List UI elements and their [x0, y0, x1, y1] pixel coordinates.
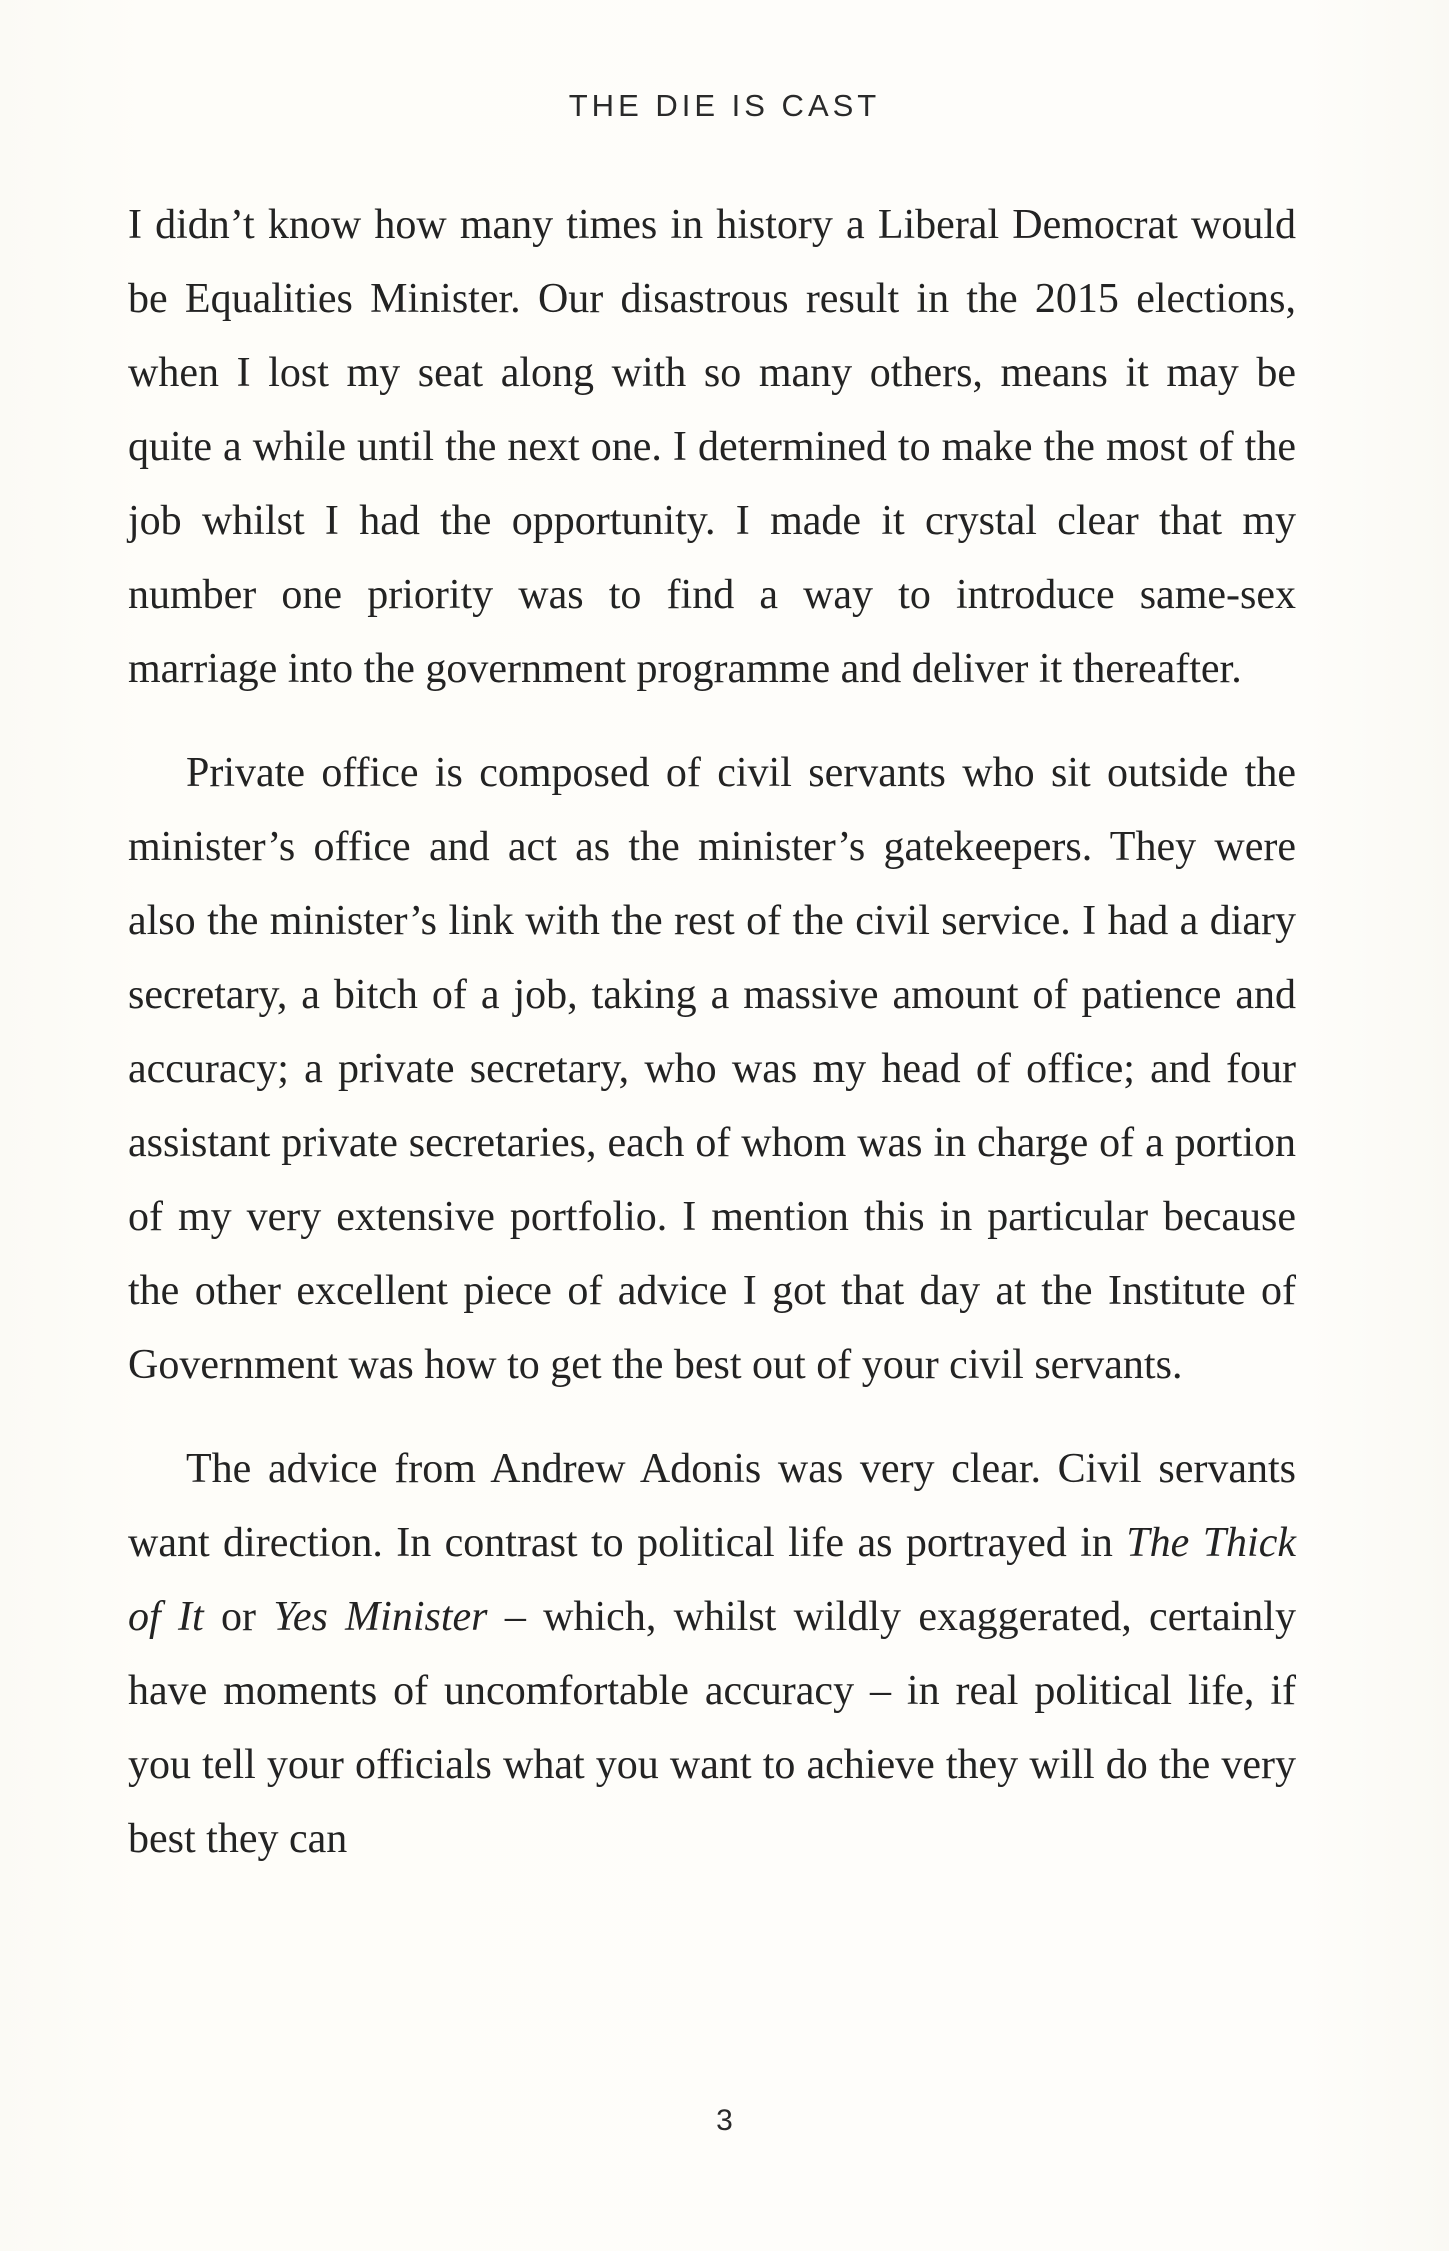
paragraph-2 [128, 736, 1296, 1402]
italic-title: Yes Minister [273, 1594, 488, 1640]
paragraph-1 [128, 188, 1296, 706]
page-number: 3 [716, 2104, 733, 2137]
running-head: THE DIE IS CAST [568, 88, 881, 123]
paragraph-3 [128, 1432, 1296, 1876]
text-run: – which, whilst wildly exaggerated, certainly have moments of uncomfortable accuracy – in real political life, if you tell your officials what you want to achieve they will do the very best they can [128, 1594, 1296, 1862]
body-text [128, 188, 1296, 1876]
text-run: The advice from Andrew Adonis was very clear. Civil servants want direction. In contrast to political life as portrayed in [128, 1446, 1296, 1566]
text-run: or [203, 1594, 274, 1640]
text-run: I didn’t know how many times in history a Liberal Democrat would be Equalities Minister. Our disastrous result in the 2015 elections, when I lost my seat along with so many others, means it may be quite a while until the next one. I determined to make the most of the job whilst I had the opportunity. I made it crystal clear that my number one priority was to find a way to introduce same-sex marriage into the government programme and deliver it thereafter. [128, 202, 1296, 692]
text-run: Private office is composed of civil servants who sit outside the minister’s office and act as the minister’s gatekeepers. They were also the minister’s link with the rest of the civil service. I had a diary secretary, a bitch of a job, taking a massive amount of patience and accuracy; a private secretary, who was my head of office; and four assistant private secretaries, each of whom was in charge of a portion of my very extensive portfolio. I mention this in particular because the other excellent piece of advice I got that day at the Institute of Government was how to get the best out of your civil servants. [128, 750, 1296, 1388]
italic-title: The Thick of It [128, 1520, 1296, 1640]
